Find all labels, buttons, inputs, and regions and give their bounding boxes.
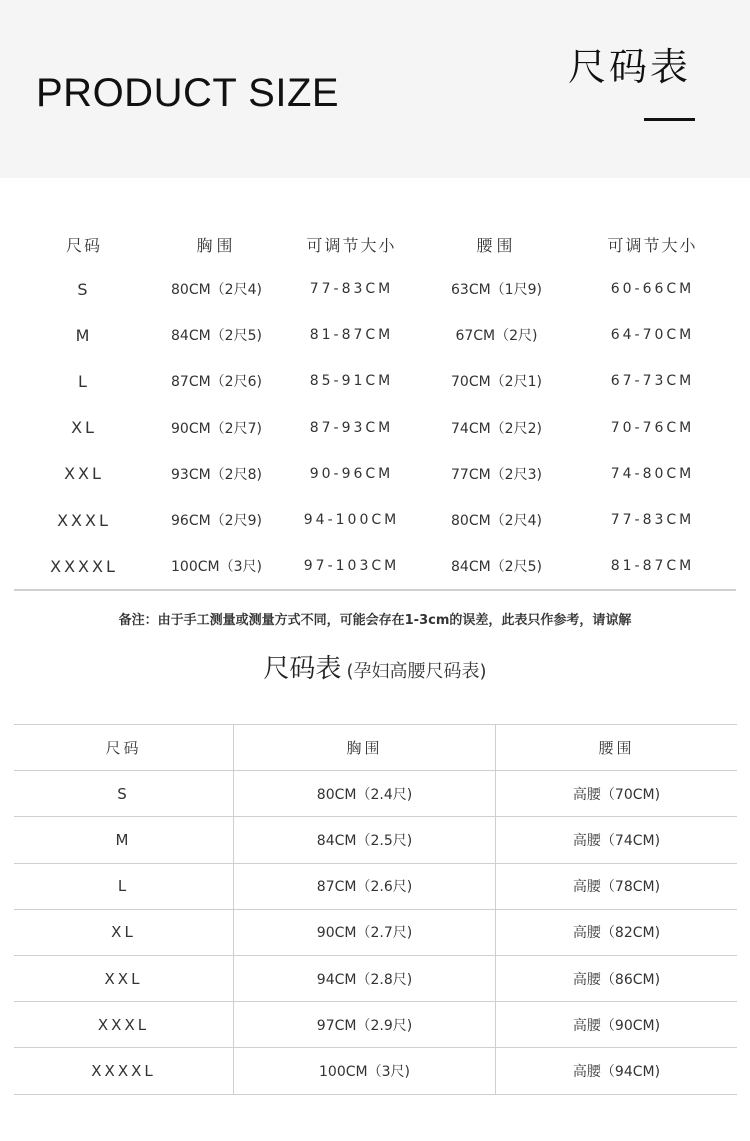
- cell-size: XXXXL: [50, 556, 118, 576]
- cell-waist: 高腰（86CM): [495, 956, 737, 1001]
- cell-waist: 63CM（1尺9): [451, 282, 542, 299]
- cell-bust: 100CM（3尺): [171, 559, 262, 576]
- size-table-header: [14, 222, 736, 266]
- table-row: [14, 910, 737, 956]
- page-title-cn: 尺码表: [568, 45, 692, 89]
- cell-bust-adjust: 87-93CM: [309, 419, 394, 436]
- header-waist: 腰围: [495, 725, 737, 770]
- cell-bust: 90CM（2尺7): [171, 420, 262, 437]
- cell-bust-adjust: 85-91CM: [309, 373, 394, 390]
- cell-bust-adjust: 94-100CM: [303, 512, 400, 529]
- cell-waist: 80CM（2尺4): [451, 513, 542, 530]
- cell-size: XXXXL: [91, 1061, 156, 1080]
- table-row: [14, 358, 736, 404]
- table-row: [14, 817, 737, 863]
- cell-waist: 70CM（2尺1): [451, 374, 542, 391]
- cell-waist: 高腰（94CM): [495, 1048, 737, 1093]
- cell-bust: 80CM（2尺4): [171, 282, 262, 299]
- cell-waist: 74CM（2尺2): [451, 420, 542, 437]
- cell-waist-adjust: 77-83CM: [610, 512, 695, 529]
- cell-waist-adjust: 67-73CM: [610, 373, 695, 390]
- cell-bust: 96CM（2尺9): [171, 513, 262, 530]
- header-size: 尺码: [105, 739, 142, 758]
- cell-size: XL: [111, 923, 136, 942]
- table-row: [14, 543, 736, 589]
- table-row: [14, 864, 737, 910]
- maternity-size-table: [14, 724, 737, 1095]
- cell-bust: 87CM（2.6尺): [233, 864, 495, 909]
- cell-waist: 高腰（70CM): [495, 771, 737, 816]
- header-bust: 胸围: [233, 725, 495, 770]
- cell-waist: 高腰（78CM): [495, 864, 737, 909]
- cell-bust: 94CM（2.8尺): [233, 956, 495, 1001]
- cell-bust: 97CM（2.9尺): [233, 1002, 495, 1047]
- cell-bust: 80CM（2.4尺): [233, 771, 495, 816]
- header-waist-adjust: 可调节大小: [607, 235, 698, 255]
- header-bust-adjust: 可调节大小: [306, 235, 397, 255]
- cell-waist-adjust: 74-80CM: [610, 465, 695, 482]
- page-title-en: PRODUCT SIZE: [36, 71, 340, 115]
- section-title-sub: (孕妇高腰尺码表): [346, 661, 487, 682]
- size-table: [14, 222, 736, 589]
- section-title: [0, 648, 750, 685]
- cell-size: XXXL: [57, 510, 111, 530]
- cell-size: XXL: [104, 969, 143, 988]
- cell-waist: 77CM（2尺3): [451, 466, 542, 483]
- header-waist: 腰围: [476, 235, 517, 255]
- table-row: [14, 1002, 737, 1048]
- table-row: [14, 312, 736, 358]
- table-row: [14, 497, 736, 543]
- cell-waist-adjust: 64-70CM: [610, 327, 695, 344]
- cell-waist: 67CM（2尺): [455, 328, 538, 345]
- header-banner: [0, 0, 750, 178]
- cell-waist: 高腰（90CM): [495, 1002, 737, 1047]
- cell-bust: 84CM（2尺5): [171, 328, 262, 345]
- cell-bust-adjust: 97-103CM: [303, 558, 400, 575]
- cell-waist-adjust: 81-87CM: [610, 558, 695, 575]
- cell-size: S: [77, 279, 91, 299]
- cell-bust-adjust: 77-83CM: [309, 281, 394, 298]
- table-row: [14, 771, 737, 817]
- cell-bust: 87CM（2尺6): [171, 374, 262, 391]
- maternity-table-header: [14, 725, 737, 771]
- cell-bust: 84CM（2.5尺): [233, 817, 495, 862]
- section-title-main: 尺码表: [263, 654, 342, 684]
- measurement-note: 备注：由于手工测量或测量方式不同，可能会存在1-3cm的误差，此表只作参考，请谅解: [118, 613, 632, 628]
- cell-size: S: [117, 784, 130, 803]
- cell-size: M: [75, 325, 93, 345]
- cell-size: XL: [71, 418, 97, 438]
- cell-size: XXXL: [97, 1015, 150, 1034]
- table-row: [14, 1048, 737, 1094]
- cell-waist-adjust: 70-76CM: [610, 419, 695, 436]
- cell-size: L: [78, 371, 90, 391]
- header-size: 尺码: [65, 235, 102, 255]
- cell-bust: 90CM（2.7尺): [233, 910, 495, 955]
- table-row: [14, 451, 736, 497]
- cell-waist-adjust: 60-66CM: [610, 281, 695, 298]
- table-row: [14, 266, 736, 312]
- title-underline: [644, 118, 695, 121]
- table-row: [14, 956, 737, 1002]
- cell-size: M: [115, 830, 132, 849]
- header-bust: 胸围: [196, 235, 237, 255]
- cell-waist: 84CM（2尺5): [451, 559, 542, 576]
- cell-size: L: [117, 877, 130, 896]
- cell-waist: 高腰（74CM): [495, 817, 737, 862]
- table-row: [14, 405, 736, 451]
- cell-bust-adjust: 90-96CM: [309, 465, 394, 482]
- cell-bust-adjust: 81-87CM: [309, 327, 394, 344]
- cell-size: XXL: [64, 464, 104, 484]
- cell-bust: 93CM（2尺8): [171, 466, 262, 483]
- cell-bust: 100CM（3尺): [233, 1048, 495, 1093]
- divider: [14, 589, 736, 591]
- cell-waist: 高腰（82CM): [495, 910, 737, 955]
